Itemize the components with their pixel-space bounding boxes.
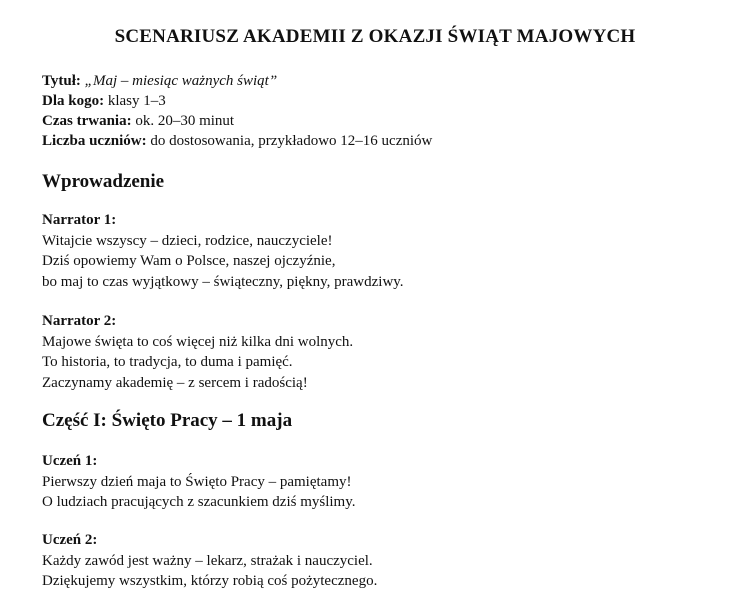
speaker-label: Uczeń 2: (42, 532, 98, 548)
dialogue-line: Każdy zawód jest ważny – lekarz, strażak i nauczyciel. (42, 552, 373, 569)
dialogue-block-student-1 (42, 451, 356, 513)
speaker-label: Narrator 2: (42, 313, 117, 329)
dialogue-line: To historia, to tradycja, to duma i pamięć. (42, 354, 293, 370)
metadata-block (42, 71, 432, 151)
dialogue-line: Pierwszy dzień maja to Święto Pracy – pamiętamy! (42, 473, 352, 490)
dialogue-line: O ludziach pracujących z szacunkiem dziś myślimy. (42, 494, 356, 510)
dialogue-block-narrator-2 (42, 311, 353, 393)
meta-label: Czas trwania: (42, 113, 132, 129)
meta-label: Liczba uczniów: (42, 133, 147, 149)
dialogue-block-narrator-1 (42, 210, 404, 292)
dialogue-line: Majowe święta to coś więcej niż kilka dni wolnych. (42, 333, 354, 350)
meta-value: „Maj – miesiąc ważnych świąt” (84, 73, 278, 89)
speaker-label: Narrator 1: (42, 212, 117, 228)
section-heading-introduction: Wprowadzenie (42, 171, 165, 192)
meta-label: Dla kogo: (42, 93, 105, 109)
speaker-label: Uczeń 1: (42, 453, 98, 469)
meta-audience-line (42, 91, 432, 111)
dialogue-line: Dziś opowiemy Wam o Polsce, naszej ojczyźnie, (42, 253, 336, 269)
section-heading-part-one: Część I: Święto Pracy – 1 maja (42, 410, 293, 431)
dialogue-line: Zaczynamy akademię – z sercem i radością! (42, 374, 308, 391)
meta-value: do dostosowania, przykładowo 12–16 uczniów (150, 133, 433, 149)
meta-students-line (42, 131, 432, 151)
meta-duration-line (42, 111, 432, 131)
document-title: SCENARIUSZ AKADEMII Z OKAZJI ŚWIĄT MAJOWYCH (114, 26, 636, 47)
dialogue-line: Dziękujemy wszystkim, którzy robią coś pożytecznego. (42, 573, 378, 589)
dialogue-line: bo maj to czas wyjątkowy – świąteczny, piękny, prawdziwy. (42, 273, 404, 290)
dialogue-line: Witajcie wszyscy – dzieci, rodzice, nauczyciele! (42, 232, 333, 249)
meta-value: ok. 20–30 minut (135, 113, 235, 129)
meta-label: Tytuł: (42, 73, 81, 89)
meta-value: klasy 1–3 (107, 93, 166, 109)
meta-title-line (42, 71, 432, 91)
dialogue-block-student-2 (42, 530, 377, 592)
